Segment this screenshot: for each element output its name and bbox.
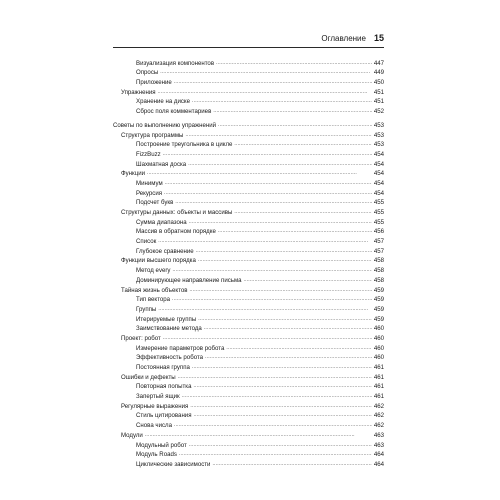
dot-leader — [193, 383, 371, 390]
toc-entry-page: 461 — [373, 393, 384, 401]
toc-entry-title: Функции — [121, 170, 146, 178]
toc-entry-title: Циклические зависимости — [136, 460, 211, 468]
toc-entry — [113, 419, 384, 429]
dot-leader — [165, 180, 372, 187]
toc-entry — [113, 235, 384, 245]
dot-leader — [188, 161, 372, 168]
toc-entry — [113, 255, 384, 265]
toc-entry — [113, 439, 384, 449]
dot-leader — [226, 345, 371, 352]
toc-entry-title: Стиль цитирования — [136, 412, 192, 420]
dot-leader — [182, 393, 372, 400]
toc-entry — [113, 148, 384, 158]
dot-leader — [234, 141, 371, 148]
toc-entry — [113, 294, 384, 304]
dot-leader — [196, 248, 372, 255]
toc-entry — [113, 57, 384, 67]
toc-entry-title: Приложение — [136, 79, 172, 87]
dot-leader — [174, 79, 372, 86]
toc-entry — [113, 139, 384, 149]
toc-entry-page: 455 — [373, 209, 384, 216]
dot-leader — [147, 170, 372, 177]
toc-entry-title: Опросы — [136, 69, 159, 77]
toc-entry-title: Тип вектора — [136, 296, 171, 304]
toc-entry-page: 458 — [373, 276, 384, 284]
toc-entry — [113, 216, 384, 226]
toc-entry-title: Структуры данных: объекты и массивы — [121, 209, 233, 216]
dot-leader — [198, 257, 372, 264]
toc-entry-title: Массив в обратном порядке — [136, 228, 216, 236]
dot-leader — [198, 316, 372, 323]
dot-leader — [192, 98, 372, 105]
dot-leader — [174, 422, 372, 429]
toc-entry-title: Визуализация компонентов — [136, 59, 215, 67]
toc-entry-title: Подсчет букв — [136, 199, 174, 207]
toc-entry-title: Функции высшего порядка — [121, 257, 196, 265]
dot-leader — [216, 60, 372, 67]
toc-entry-title: Доминирующее направление письма — [136, 276, 242, 284]
dot-leader — [205, 354, 372, 361]
toc-entry-page: 461 — [373, 373, 384, 381]
toc-entry-page: 457 — [373, 238, 384, 246]
toc-entry-title: Построение треугольника в цикле — [136, 141, 233, 149]
dot-leader — [163, 335, 372, 342]
toc-entry-title: Измерение параметров робота — [136, 344, 225, 352]
toc-entry — [113, 264, 384, 274]
toc-entry-page: 462 — [373, 412, 384, 420]
toc-entry — [113, 96, 384, 106]
toc-entry-page: 459 — [373, 286, 384, 294]
toc-entry-title: Список — [136, 238, 157, 246]
toc-entry — [113, 352, 384, 362]
toc-entry-title: Модульный робот — [136, 441, 187, 449]
toc-entry-title: Модуль Roads — [136, 451, 177, 459]
dot-leader — [158, 238, 372, 245]
toc-entry-page: 459 — [373, 305, 384, 313]
toc-entry-page: 462 — [373, 402, 384, 410]
dot-leader — [204, 325, 372, 332]
toc-entry-page: 453 — [373, 131, 384, 139]
toc-entry — [113, 429, 384, 439]
toc-entry-page: 461 — [373, 383, 384, 391]
toc-entry-title: Модули — [121, 431, 143, 439]
dot-leader — [189, 442, 372, 449]
toc-entry — [113, 76, 384, 86]
toc-entry — [113, 129, 384, 139]
toc-entry-title: Упражнения — [121, 88, 156, 96]
toc-entry-page: 449 — [373, 69, 384, 77]
toc-entry-title: Сумма диапазона — [136, 218, 187, 226]
dot-leader — [234, 209, 371, 216]
toc-entry-title: FizzBuzz — [136, 150, 161, 158]
toc-entry-title: Структура программы — [121, 131, 184, 139]
toc-entry-page: 451 — [373, 88, 384, 96]
toc-entry — [113, 206, 384, 216]
dot-leader — [160, 69, 372, 76]
toc-entry — [113, 105, 384, 115]
dot-leader — [158, 306, 372, 313]
toc-entry-title: Рекурсия — [136, 189, 163, 197]
toc-entry-page: 452 — [373, 108, 384, 116]
header-title: Оглавление — [321, 34, 366, 43]
toc-entry-title: Группы — [136, 305, 157, 313]
toc-entry-page: 455 — [373, 199, 384, 207]
toc-entry — [113, 361, 384, 371]
dot-leader — [244, 277, 372, 284]
toc-entry-page: 455 — [373, 218, 384, 226]
toc-entry-page: 464 — [373, 451, 384, 459]
toc-entry-title: Тайная жизнь объектов — [121, 286, 188, 294]
toc-entry-title: Запертый ящик — [136, 393, 180, 401]
toc-entry-title: Снова числа — [136, 422, 172, 430]
toc-entry-page: 458 — [373, 267, 384, 275]
toc-entry — [113, 187, 384, 197]
toc-entry-title: Регулярные выражения — [121, 402, 189, 410]
toc-entry-title: Заимствование метода — [136, 325, 202, 333]
dot-leader — [145, 432, 372, 439]
toc-entry-page: 457 — [373, 247, 384, 255]
toc-entry-page: 454 — [373, 170, 384, 178]
toc-entry-title: Шахматная доска — [136, 160, 187, 168]
header-page-number: 15 — [373, 33, 384, 43]
toc-entry-page: 463 — [373, 441, 384, 449]
toc-entry — [113, 410, 384, 420]
toc-entry — [113, 168, 384, 178]
toc-entry — [113, 274, 384, 284]
toc-entry-title: Минимум — [136, 179, 163, 187]
toc-entry-page: 459 — [373, 296, 384, 304]
dot-leader — [175, 199, 372, 206]
toc-entry-page: 447 — [373, 59, 384, 67]
dot-leader — [212, 461, 371, 468]
toc-entry-page: 460 — [373, 354, 384, 362]
toc-entry — [113, 86, 384, 96]
toc-entry — [113, 119, 384, 129]
toc-entry — [113, 342, 384, 352]
toc-entry — [113, 458, 384, 468]
toc-entry — [113, 371, 384, 381]
dot-leader — [218, 228, 372, 235]
dot-leader — [163, 151, 372, 158]
toc-entry — [113, 284, 384, 294]
toc-entry — [113, 67, 384, 77]
toc-entry — [113, 158, 384, 168]
toc-entry-title: Хранение на диске — [136, 98, 191, 106]
toc-entry-page: 451 — [373, 98, 384, 106]
toc-entry-title: Глубокое сравнение — [136, 247, 194, 255]
toc-entry-title: Метод every — [136, 267, 171, 275]
toc-entry — [113, 323, 384, 333]
toc-entry — [113, 197, 384, 207]
toc-entry-title: Эффективность робота — [136, 354, 204, 362]
dot-leader — [194, 412, 372, 419]
toc-entry — [113, 313, 384, 323]
toc-entry-page: 458 — [373, 257, 384, 265]
toc-entry — [113, 381, 384, 391]
running-header — [113, 34, 384, 48]
toc-entry-page: 460 — [373, 334, 384, 342]
dot-leader — [172, 296, 372, 303]
toc-entry-page: 454 — [373, 189, 384, 197]
toc-entry-page: 460 — [373, 344, 384, 352]
dot-leader — [179, 451, 372, 458]
toc-entry-page: 463 — [373, 431, 384, 439]
dot-leader — [218, 122, 372, 129]
toc-entry-title: Постоянная группа — [136, 364, 190, 371]
toc-entry — [113, 449, 384, 459]
toc-entry-page: 456 — [373, 228, 384, 236]
toc-entry-page: 453 — [373, 141, 384, 149]
toc-entry — [113, 400, 384, 410]
toc-entry-page: 454 — [373, 150, 384, 158]
dot-leader — [164, 190, 372, 197]
dot-leader — [189, 219, 372, 226]
toc-entry-page: 453 — [373, 121, 384, 129]
dot-leader — [185, 132, 371, 139]
dot-leader — [172, 267, 371, 274]
toc-entry-page: 460 — [373, 325, 384, 333]
toc-entry-page: 459 — [373, 315, 384, 323]
toc-entry-page: 450 — [373, 79, 384, 87]
dot-leader — [213, 108, 372, 115]
dot-leader — [158, 89, 372, 96]
toc-entry-title: Проект: робот — [121, 334, 161, 342]
dot-leader — [189, 287, 371, 294]
toc-entry-page: 454 — [373, 179, 384, 187]
toc-entry-page: 462 — [373, 422, 384, 430]
toc-entry — [113, 226, 384, 236]
toc-entry-title: Советы по выполнению упражнений — [113, 121, 217, 129]
toc-entry — [113, 390, 384, 400]
toc-entry-title: Сброс поля комментариев — [136, 108, 212, 116]
toc-entry — [113, 303, 384, 313]
dot-leader — [190, 403, 372, 410]
dot-leader — [178, 374, 372, 381]
toc-entry-title: Ошибки и дефекты — [121, 373, 176, 381]
dot-leader — [192, 364, 372, 371]
toc-entry — [113, 177, 384, 187]
toc-entry-page: 461 — [373, 364, 384, 371]
toc-entry-title: Итерируемые группы — [136, 315, 197, 323]
toc-entry-page: 454 — [373, 160, 384, 168]
toc-entry — [113, 245, 384, 255]
toc-entry-title: Повторная попытка — [136, 383, 192, 391]
toc-entry-page: 464 — [373, 460, 384, 468]
toc-entry — [113, 332, 384, 342]
table-of-contents — [113, 57, 384, 468]
